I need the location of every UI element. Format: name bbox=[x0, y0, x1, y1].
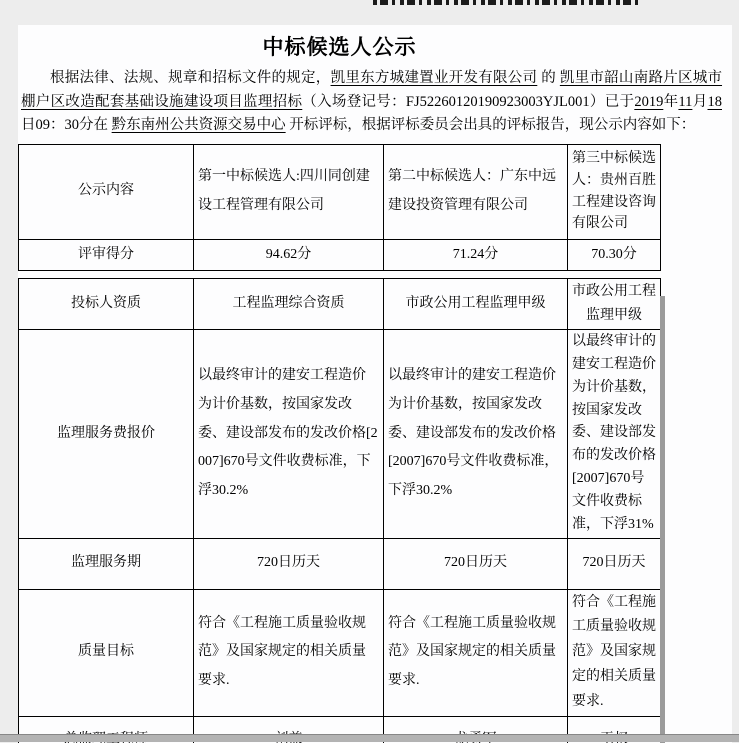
row-value: 以最终审计的建安工程造价为计价基数，按国家发改委、建设部发布的发改价格[2007]670号文件收费标准，下浮30.2% bbox=[194, 330, 384, 538]
row-value: 以最终审计的建安工程造价为计价基数，按国家发改委、建设部发布的发改价格[2007]670号文件收费标准，下浮30.2% bbox=[384, 330, 568, 538]
table-row bbox=[19, 538, 661, 589]
row-value: 94.62分 bbox=[194, 239, 384, 271]
row-value: 符合《工程施工质量验收规范》及国家规定的相关质量要求. bbox=[568, 589, 661, 717]
horizontal-scrollbar[interactable] bbox=[0, 734, 739, 742]
row-value: 第三中标候选人：贵州百胜工程建设咨询有限公司 bbox=[568, 144, 661, 239]
date-day: 18 bbox=[707, 93, 722, 110]
month-unit: 月 bbox=[692, 93, 708, 110]
intro-time: 09：30分在 bbox=[35, 117, 112, 133]
table-row bbox=[19, 589, 661, 717]
row-label: 质量目标 bbox=[19, 589, 194, 717]
row-label: 投标人资质 bbox=[19, 279, 194, 330]
row-label: 监理服务费报价 bbox=[19, 330, 194, 538]
intro-lead: 根据法律、法规、规章和招标文件的规定， bbox=[50, 70, 331, 86]
row-value: 第二中标候选人：广东中远建设投资管理有限公司 bbox=[384, 144, 568, 239]
table-row bbox=[19, 279, 661, 330]
row-value: 以最终审计的建安工程造价为计价基数，按国家发改委、建设部发布的发改价格[2007]670号文件收费标准，下浮31% bbox=[568, 330, 661, 538]
row-value: 70.30分 bbox=[568, 239, 661, 271]
row-value: 第一中标候选人:四川同创建设工程管理有限公司 bbox=[194, 144, 384, 239]
bidder-company: 凯里东方城建置业开发有限公司 bbox=[330, 70, 538, 86]
year-unit: 年 bbox=[663, 93, 679, 110]
intro-paragraph bbox=[21, 67, 722, 138]
row-value: 市政公用工程监理甲级 bbox=[384, 279, 568, 330]
registration-number: （入场登记号：FJ52260120190923003YJL001）已于 bbox=[302, 93, 635, 110]
row-label: 公示内容 bbox=[19, 144, 194, 239]
clipped-text-remnant bbox=[373, 0, 641, 5]
row-label: 监理服务期 bbox=[19, 538, 194, 589]
notice-document bbox=[18, 25, 732, 743]
intro-tail: 开标评标，根据评标委员会出具的评标报告，现公示内容如下： bbox=[285, 117, 696, 133]
row-value: 工程监理综合资质 bbox=[194, 279, 384, 330]
table-row bbox=[19, 144, 661, 239]
trade-center: 黔东南州公共资源交易中心 bbox=[111, 117, 286, 133]
project-name: 凯里市韶山南路片区城市棚户区改造配套基础设施建设项目监理招标 bbox=[21, 70, 723, 110]
row-value: 720日历天 bbox=[384, 538, 568, 589]
row-label: 评审得分 bbox=[19, 239, 194, 271]
candidates-table-bottom bbox=[18, 278, 661, 743]
intro-conj: 的 bbox=[537, 70, 560, 86]
row-value: 71.24分 bbox=[384, 239, 568, 271]
page-title: 中标候选人公示 bbox=[262, 35, 417, 59]
date-month: 11 bbox=[678, 93, 693, 110]
candidates-table-top bbox=[18, 144, 661, 272]
row-value: 市政公用工程监理甲级 bbox=[568, 279, 661, 330]
row-value: 符合《工程施工质量验收规范》及国家规定的相关质量要求. bbox=[384, 589, 568, 717]
row-value: 符合《工程施工质量验收规范》及国家规定的相关质量要求. bbox=[194, 589, 384, 717]
date-year: 2019 bbox=[634, 93, 664, 110]
day-unit: 日 bbox=[21, 117, 36, 133]
vertical-scrollbar-thumb[interactable] bbox=[660, 296, 665, 743]
table-row bbox=[19, 330, 661, 538]
row-value: 720日历天 bbox=[568, 538, 661, 589]
table-row bbox=[19, 239, 661, 271]
row-value: 720日历天 bbox=[194, 538, 384, 589]
